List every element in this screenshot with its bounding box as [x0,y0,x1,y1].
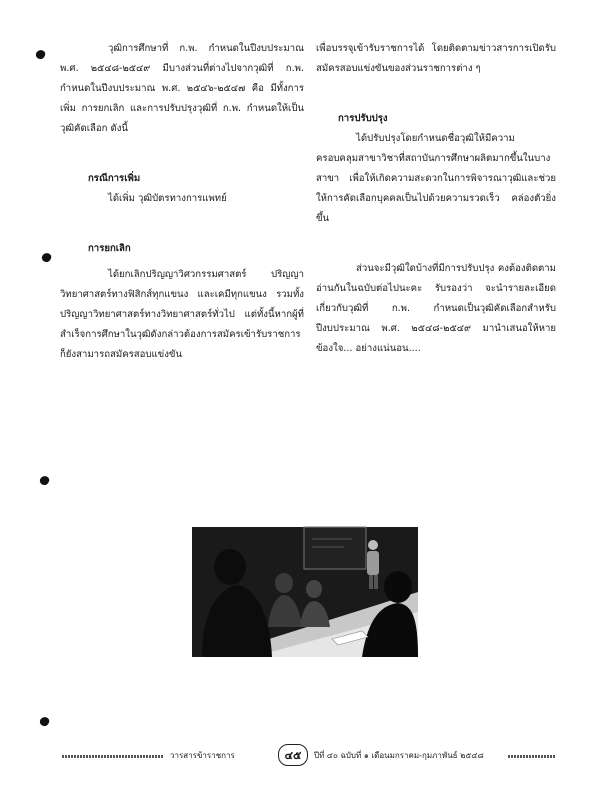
right-column [316,39,556,359]
margin-blot [41,252,53,264]
magazine-title: วารสารข้าราชการ [170,751,235,760]
intro-paragraph: วุฒิการศึกษาที่ ก.พ. กำหนดในปีงบประมาณ พ.ศ. ๒๕๔๘-๒๕๔๙ มีบางส่วนที่ต่างไปจากวุฒิที่ ก.พ. กำหนดในปีงบประมาณ พ.ศ. ๒๕๔๖-๒๕๔๗ คือ มีทั้งการเพิ่ม การยกเลิก และการปรับปรุงวุฒิที่ ก.พ. กำหนดให้เป็นวุฒิคัดเลือก ดังนี้ [60,43,304,134]
add-heading: กรณีการเพิ่ม [88,173,141,184]
issue-info: ปีที่ ๔๐ ฉบับที่ ๑ เดือนมกราคม-กุมภาพันธ์ ๒๕๔๘ [314,751,484,760]
classroom-illustration [192,517,418,657]
footer-rule-right [508,755,556,758]
page-footer [62,744,556,768]
left-column [60,39,304,365]
cancel-paragraph: ได้ยกเลิกปริญญาวิศวกรรมศาสตร์ ปริญญาวิทยาศาสตร์ทางฟิสิกส์ทุกแขนง และเคมีทุกแขนง รวมทั้งปริญญาวิทยาศาสตร์ทางวิทยาศาสตร์ทั่วไป แต่ทั้งนี้หากผู้ที่สำเร็จการศึกษาในวุฒิดังกล่าวต้องการสมัครเข้ารับราชการ ก็ยังสามารถสมัครสอบแข่งขัน [60,269,304,360]
footer-rule-left [62,755,164,758]
improve-paragraph: ได้ปรับปรุงโดยกำหนดชื่อวุฒิให้มีความครอบคลุมสาขาวิชาที่สถาบันการศึกษาผลิตมากขึ้นในบางสาขา เพื่อให้เกิดความสะดวกในการพิจารณาวุฒิและช่วยให้การคัดเลือกบุคคลเป็นไปด้วยความรวดเร็ว คล่องตัวยิ่งขึ้น [316,133,556,224]
margin-blot [35,49,47,61]
continued-paragraph: เพื่อบรรจุเข้ารับราชการได้ โดยติดตามข่าวสารการเปิดรับสมัครสอบแข่งขันของส่วนราชการต่าง ๆ [316,43,556,74]
margin-blot [39,475,51,487]
cancel-heading: การยกเลิก [88,243,131,254]
improve-heading: การปรับปรุง [338,113,388,124]
closing-paragraph: ส่วนจะมีวุฒิใดบ้างที่มีการปรับปรุง คงต้องติดตามอ่านกันในฉบับต่อไปนะคะ รับรองว่า จะนำรายละเอียดเกี่ยวกับวุฒิที่ ก.พ. กำหนดเป็นวุฒิคัดเลือกสำหรับปีงบประมาณ พ.ศ. ๒๕๔๘-๒๕๔๙ มานำเสนอให้หายข้องใจ... อย่างแน่นอน.... [316,263,556,354]
page-number: ๔๕ [278,744,308,766]
margin-blot [39,716,51,728]
add-text: ได้เพิ่ม วุฒิบัตรทางการแพทย์ [108,193,227,204]
